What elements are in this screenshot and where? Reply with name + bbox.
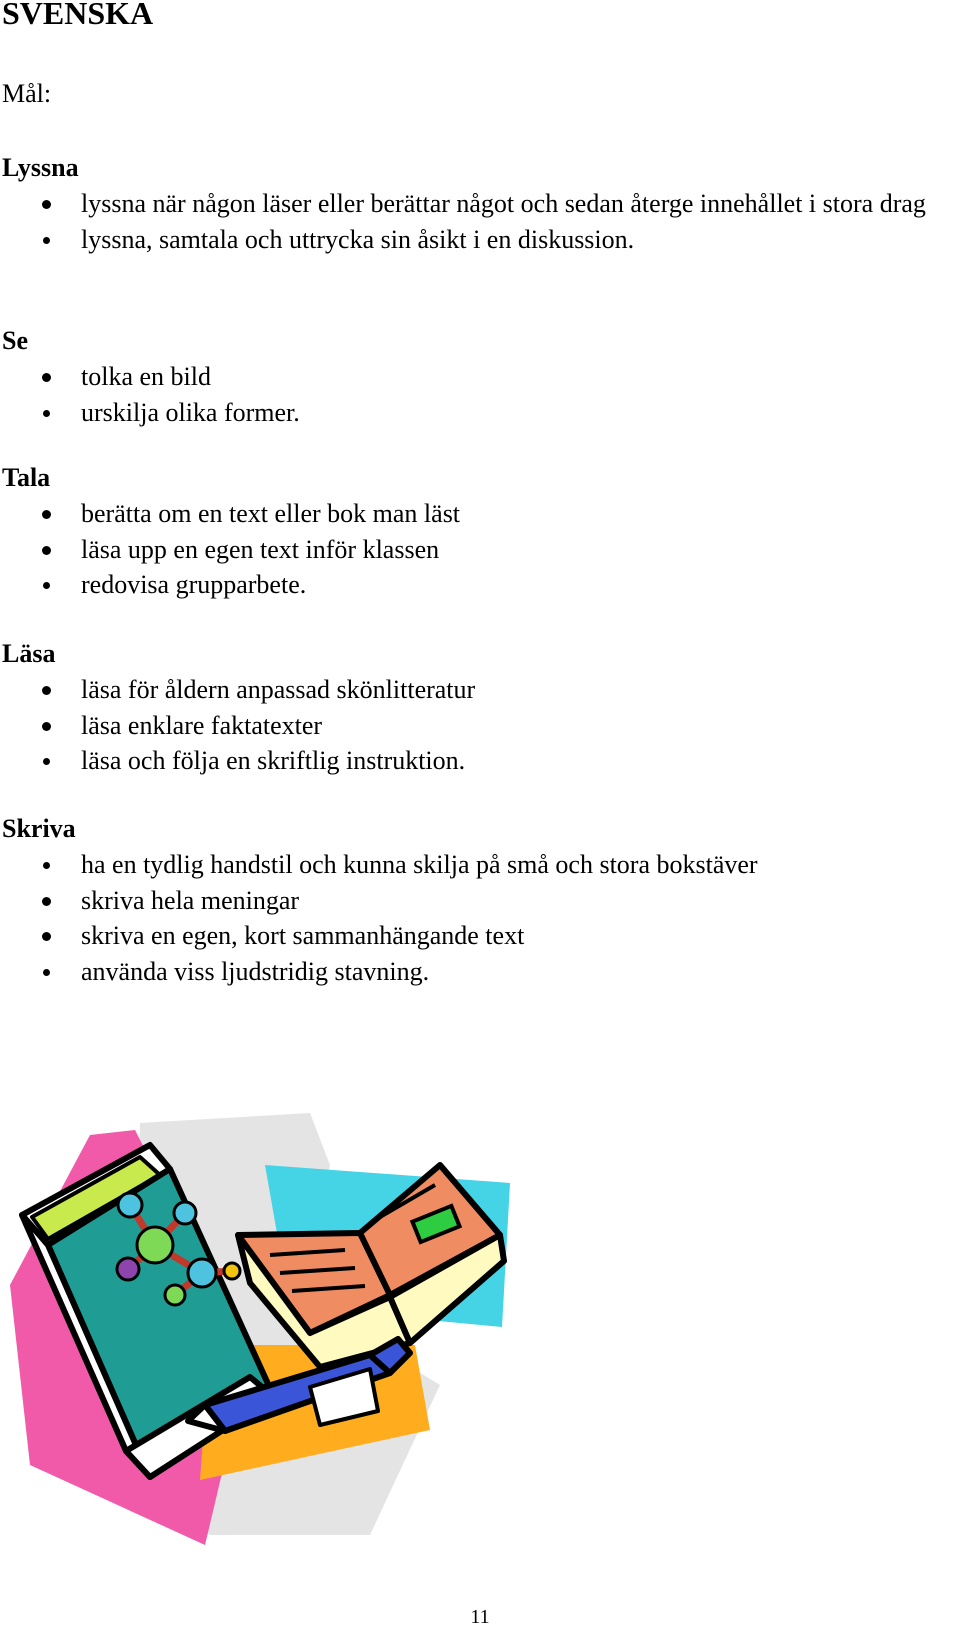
section-heading: Läsa	[2, 639, 56, 668]
list-item: berätta om en text eller bok man läst	[0, 496, 960, 532]
list-item: redovisa grupparbete.	[0, 567, 960, 603]
page-number: 11	[470, 1606, 490, 1628]
list-item: ha en tydlig handstil och kunna skilja på små och stora bokstäver	[0, 847, 960, 883]
list-item: läsa enklare faktatexter	[0, 708, 960, 744]
goals-label: Mål:	[2, 79, 52, 108]
list-item: använda viss ljudstridig stavning.	[0, 954, 960, 990]
list-item: läsa upp en egen text inför klassen	[0, 532, 960, 568]
list-item: skriva hela meningar	[0, 883, 960, 919]
bullet-list	[0, 496, 960, 603]
section-skriva	[0, 811, 960, 989]
list-item: tolka en bild	[0, 359, 960, 395]
bullet-list	[0, 186, 960, 257]
list-item: urskilja olika former.	[0, 395, 960, 431]
bullet-list	[0, 672, 960, 779]
section-heading: Lyssna	[2, 153, 79, 182]
section-tala	[0, 460, 960, 603]
list-item: läsa och följa en skriftlig instruktion.	[0, 743, 960, 779]
list-item: skriva en egen, kort sammanhängande text	[0, 918, 960, 954]
section-lyssna	[0, 150, 960, 257]
bullet-list	[0, 359, 960, 430]
section-lasa	[0, 636, 960, 779]
list-item: lyssna, samtala och uttrycka sin åsikt i en diskussion.	[0, 222, 960, 258]
page-title: SVENSKA	[2, 0, 154, 31]
books-and-pen-clipart-icon	[10, 1105, 530, 1550]
section-heading: Skriva	[2, 814, 76, 843]
list-item: läsa för åldern anpassad skönlitteratur	[0, 672, 960, 708]
bullet-list	[0, 847, 960, 989]
list-item: lyssna när någon läser eller berättar något och sedan återge innehållet i stora drag	[0, 186, 960, 222]
section-heading: Se	[2, 326, 28, 355]
section-heading: Tala	[2, 463, 51, 492]
section-se	[0, 323, 960, 430]
